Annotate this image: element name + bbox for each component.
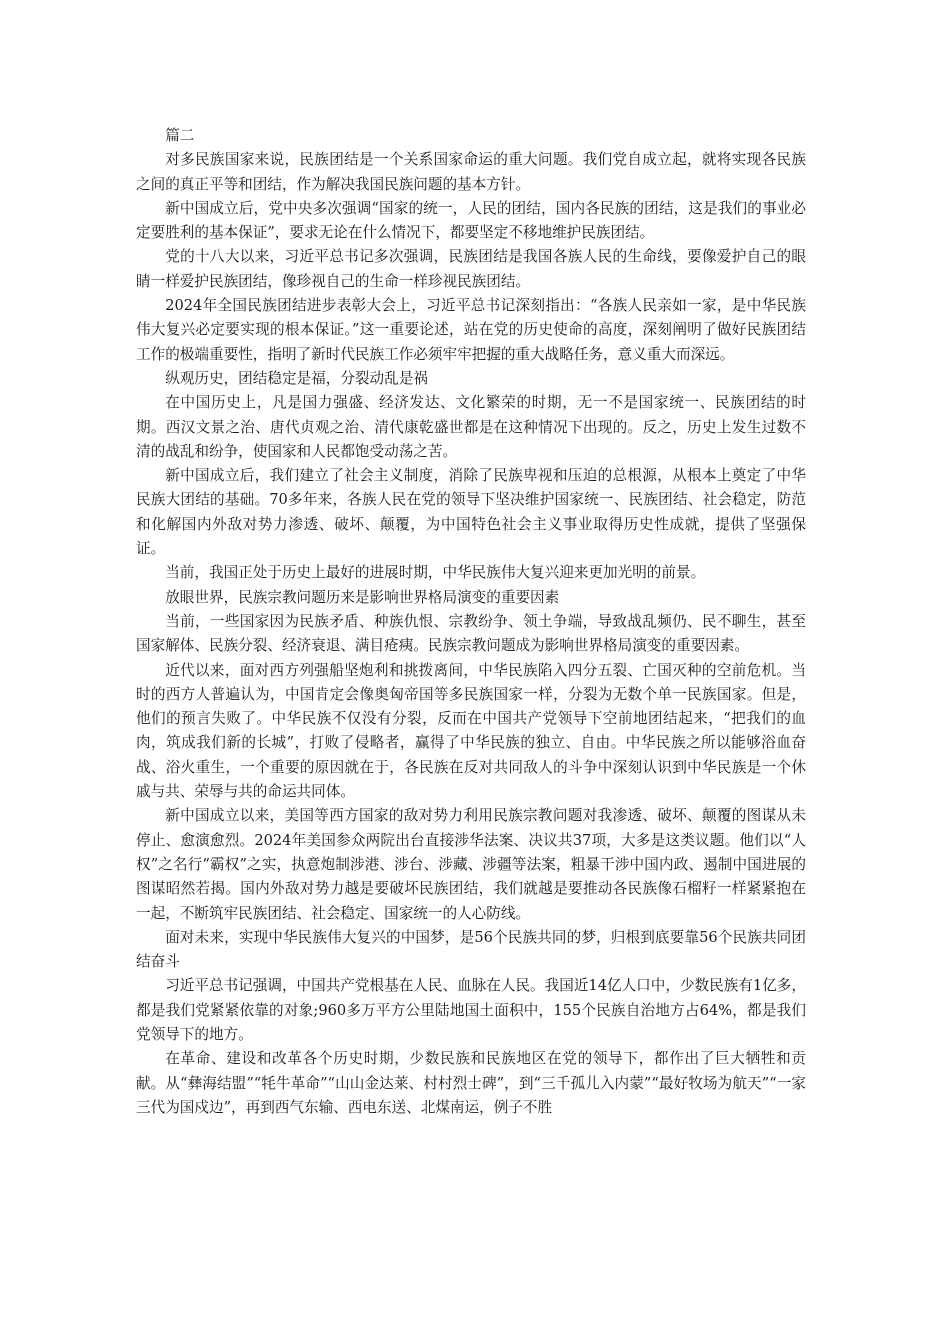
paragraph: 新中国成立后，党中央多次强调“国家的统一，人民的团结，国内各民族的团结，这是我们的事业必定要胜利的基本保证”，要求无论在什么情况下，都要坚定不移地维护民族团结。 (136, 199, 806, 242)
section-heading: 放眼世界，民族宗教问题历来是影响世界格局演变的重要因素 (165, 588, 560, 606)
paragraph: 当前，我国正处于历史上最好的进展时期，中华民族伟大复兴迎来更加光明的前景。 (165, 564, 706, 582)
paragraph: 当前，一些国家因为民族矛盾、种族仇恨、宗教纷争、领土争端，导致战乱频仍、民不聊生，甚至国家解体、民族分裂、经济衰退、满目疮痍。民族宗教问题成为影响世界格局演变的重要因素。 (136, 612, 806, 655)
paragraph: 在中国历史上，凡是国力强盛、经济发达、文化繁荣的时期，无一不是国家统一、民族团结的时期。西汉文景之治、唐代贞观之治、清代康乾盛世都是在这种情况下出现的。反之，历史上发生过数不清的战乱和纷争，使国家和人民都饱受动荡之苦。 (136, 394, 806, 460)
paragraph: 习近平总书记强调，中国共产党根基在人民、血脉在人民。我国近14亿人口中，少数民族有1亿多，都是我们党紧紧依靠的对象;960多万平方公里陆地国土面积中，155个民族自治地方占64%，都是我们党领导下的地方。 (136, 977, 806, 1043)
paragraph: 新中国成立后，我们建立了社会主义制度，消除了民族卑视和压迫的总根源，从根本上奠定了中华民族大团结的基础。70多年来，各族人民在党的领导下坚决维护国家统一、民族团结、社会稳定，防范和化解国内外敌对势力渗透、破坏、颠覆，为中国特色社会主义事业取得历史性成就，提供了坚强保证。 (136, 467, 806, 558)
paragraph: 对多民族国家来说，民族团结是一个关系国家命运的重大问题。我们党自成立起，就将实现各民族之间的真正平等和团结，作为解决我国民族问题的基本方针。 (136, 151, 806, 193)
paragraph: 在革命、建设和改革各个历史时期，少数民族和民族地区在党的领导下，都作出了巨大牺牲和贡献。从“彝海结盟”“牦牛革命”“山山金达莱、村村烈士碑”，到“三千孤儿入内蒙”“最好牧场为航天”“一家三代为国戍边”，再到西气东输、西电东送、北煤南运，例子不胜 (136, 1050, 806, 1116)
paragraph: 党的十八大以来，习近平总书记多次强调，民族团结是我国各族人民的生命线，要像爱护自己的眼睛一样爱护民族团结，像珍视自己的生命一样珍视民族团结。 (136, 248, 806, 290)
paragraph: 近代以来，面对西方列强船坚炮利和挑拨离间，中华民族陷入四分五裂、亡国灭种的空前危机。当时的西方人普遍认为，中国肯定会像奥匈帝国等多民族国家一样，分裂为无数个单一民族国家。但是，他们的预言失败了。中华民族不仅没有分裂，反而在中国共产党领导下空前地团结起来，“把我们的血肉，筑成我们新的长城”，打败了侵略者，赢得了中华民族的独立、自由。中华民族之所以能够浴血奋战、浴火重生，一个重要的原因就在于，各民族在反对共同敌人的斗争中深刻认识到中华民族是一个休戚与共、荣辱与共的命运共同体。 (136, 661, 806, 801)
section-label: 篇二 (165, 127, 195, 144)
document-body (136, 124, 806, 1120)
section-heading: 纵观历史，团结稳定是福，分裂动乱是祸 (165, 369, 428, 387)
paragraph: 新中国成立以来，美国等西方国家的敌对势力利用民族宗教问题对我渗透、破坏、颠覆的图谋从未停止、愈演愈烈。2024年美国参众两院出台直接涉华法案、决议共37项，大多是这类议题。他们以“人权”之名行“霸权”之实，执意炮制涉港、涉台、涉藏、涉疆等法案，粗暴干涉中国内政、遏制中国进展的图谋昭然若揭。国内外敌对势力越是要破坏民族团结，我们就越是要推动各民族像石榴籽一样紧紧抱在一起，不断筑牢民族团结、社会稳定、国家统一的人心防线。 (136, 807, 806, 922)
section-heading: 面对未来，实现中华民族伟大复兴的中国梦，是56个民族共同的梦，归根到底要靠56个民族共同团结奋斗 (136, 928, 806, 971)
paragraph: 2024年全国民族团结进步表彰大会上，习近平总书记深刻指出：“各族人民亲如一家，是中华民族伟大复兴必定要实现的根本保证。”这一重要论述，站在党的历史使命的高度，深刻阐明了做好民族团结工作的极端重要性，指明了新时代民族工作必须牢牢把握的重大战略任务，意义重大而深远。 (136, 297, 806, 363)
